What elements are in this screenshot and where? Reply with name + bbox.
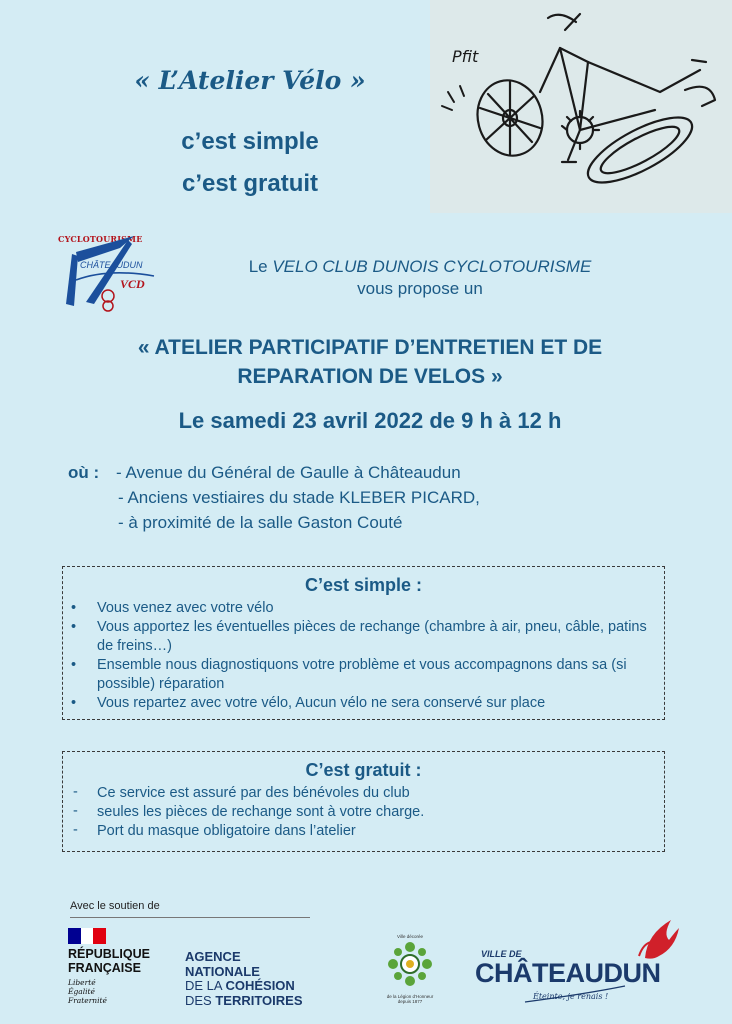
legion-bottom-text: de la Légion d’Honneur depuis 1877 (386, 994, 434, 1004)
sketch-caption: Pfit (452, 47, 479, 66)
intro-line2: vous propose un (357, 279, 483, 298)
list-item: • Vous repartez avec votre vélo, Aucun vélo ne sera conservé sur place (69, 694, 652, 713)
divider (70, 917, 310, 918)
vcd-club-logo (58, 232, 168, 316)
legion-honneur-emblem (380, 934, 440, 1014)
list-item: - Ce service est assuré par des bénévoles du club (69, 784, 652, 803)
club-logo-top-text: CYCLOTOURISME (58, 234, 143, 244)
rf-motto (68, 978, 168, 1005)
club-logo-graphic (58, 232, 168, 316)
ville-slogan: Éteinte, je renais ! (533, 992, 609, 1001)
location-label: où : (68, 463, 100, 482)
location-line: - à proximité de la salle Gaston Couté (118, 513, 403, 532)
legion-cross-icon (385, 939, 435, 989)
intro-prefix: Le (248, 257, 273, 276)
intro-text (190, 256, 650, 300)
atelier-heading-line1: « ATELIER PARTICIPATIF D’ENTRETIEN ET DE (137, 336, 603, 359)
list-item: - seules les pièces de rechange sont à votre charge. (69, 803, 652, 822)
rf-motto-line: Liberté (68, 978, 96, 987)
gratuit-box-title: C’est gratuit : (305, 760, 422, 780)
tagline-gratuit: c’est gratuit (181, 170, 319, 197)
club-logo-city: CHÂTEAUDUN (80, 260, 143, 270)
anct-line3: DE LA COHÉSION (185, 978, 295, 993)
gratuit-box-list (63, 784, 664, 841)
list-item: - Port du masque obligatoire dans l’atelier (69, 822, 652, 841)
bicycle-drawing (430, 0, 732, 213)
ville-name: CHÂTEAUDUN (475, 958, 661, 988)
republique-francaise-logo (68, 928, 168, 1005)
broken-bicycle-sketch (430, 0, 732, 213)
event-date: Le samedi 23 avril 2022 de 9 h à 12 h (178, 408, 562, 433)
ville-prefix: VILLE DE (481, 949, 522, 959)
rf-line2: FRANÇAISE (68, 961, 141, 975)
soutien-label: Avec le soutien de (70, 900, 160, 912)
rf-motto-line: Égalité (68, 987, 95, 996)
anct-logo (185, 950, 303, 1008)
ville-chateaudun-logo (475, 914, 685, 1014)
location-line: - Avenue du Général de Gaulle à Châteaudun (116, 463, 461, 482)
anct-line4: DES TERRITOIRES (185, 992, 303, 1008)
location-line: - Anciens vestiaires du stade KLEBER PICARD, (118, 488, 480, 507)
list-item: • Ensemble nous diagnostiquons votre problème et vous accompagnons dans sa (si possible) réparation (69, 656, 652, 694)
atelier-heading-line2: REPARATION DE VELOS » (237, 365, 503, 388)
simple-box-title: C’est simple : (304, 575, 423, 595)
atelier-title: « L’Atelier Vélo » (134, 66, 366, 95)
anct-line2: NATIONALE (185, 963, 260, 979)
club-logo-initials: VCD (120, 277, 145, 291)
anct-line1: AGENCE (185, 949, 241, 964)
legion-top-text: Ville décorée (397, 934, 423, 939)
club-name: VELO CLUB DUNOIS CYCLOTOURISME (272, 257, 592, 276)
list-item: • Vous venez avec votre vélo (69, 599, 652, 618)
rf-line1: RÉPUBLIQUE (68, 947, 150, 961)
simple-box-list (63, 599, 664, 713)
atelier-heading (60, 333, 680, 391)
rf-motto-line: Fraternité (68, 996, 107, 1005)
tagline-simple: c’est simple (181, 128, 319, 155)
gratuit-box (62, 751, 665, 852)
simple-box (62, 566, 665, 720)
french-flag-icon (68, 928, 106, 944)
list-item: • Vous apportez les éventuelles pièces de rechange (chambre à air, pneu, câble, patins de freins…) (69, 618, 652, 656)
